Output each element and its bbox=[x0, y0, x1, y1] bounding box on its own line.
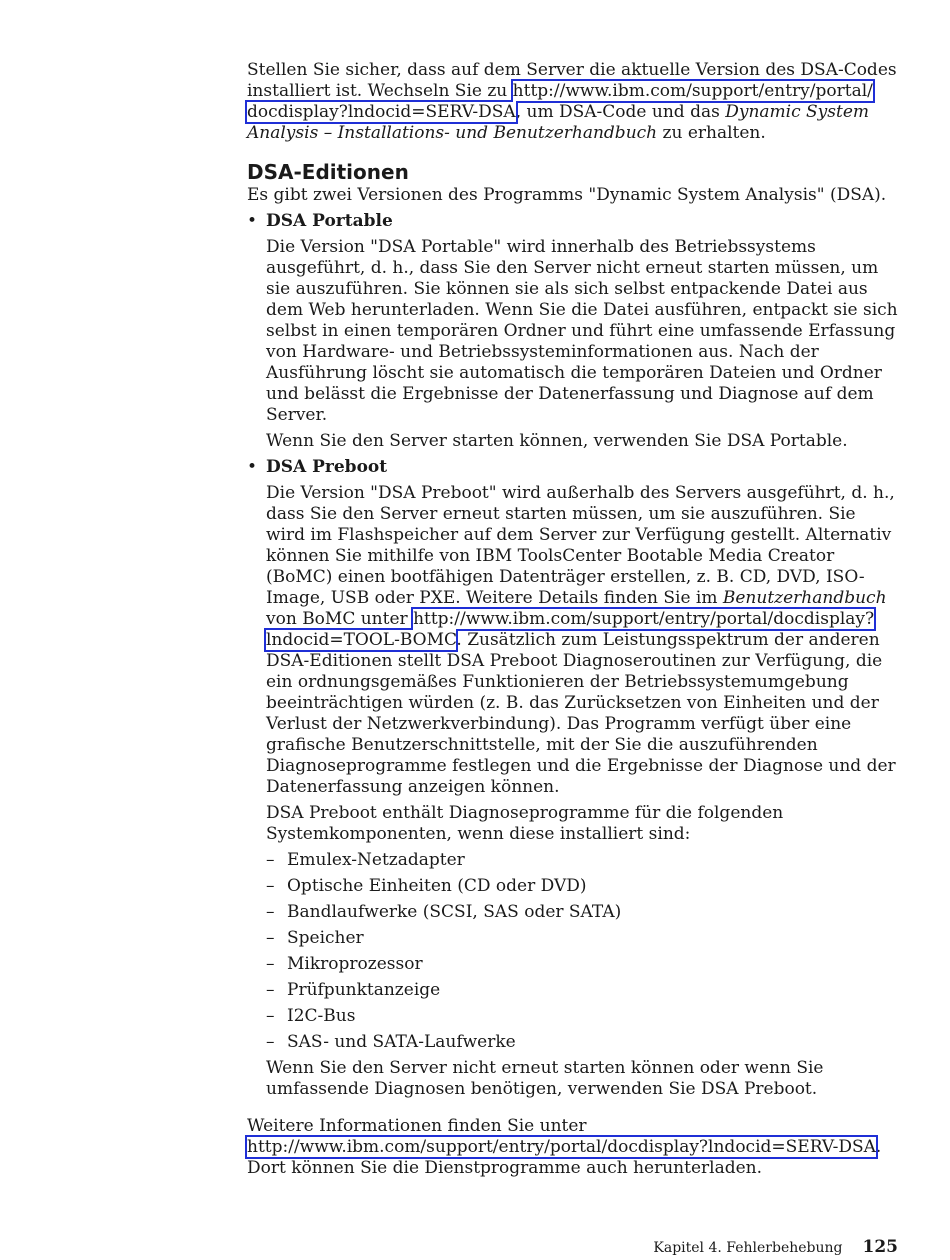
handbook-title: Dynamic System Analysis – Installations- und Benutzerhandbuch bbox=[247, 102, 870, 143]
list-item bbox=[266, 902, 899, 923]
intro-text: Stellen Sie sicher, dass auf dem Server die aktuelle Version des DSA-Codes installiert ist. Wechseln Sie zu bbox=[247, 60, 897, 101]
editions-intro: Es gibt zwei Versionen des Programms "Dynamic System Analysis" (DSA). bbox=[247, 185, 887, 205]
more-info-paragraph bbox=[247, 1116, 899, 1179]
component-label: Optische Einheiten (CD oder DVD) bbox=[287, 876, 587, 896]
intro-text-after-link: , um DSA-Code und das bbox=[515, 102, 726, 122]
edition-portable bbox=[247, 211, 899, 452]
more-info-text: Weitere Informationen finden Sie unter bbox=[247, 1116, 587, 1136]
tool-bomc-link[interactable]: http://www.ibm.com/support/entry/portal/docdisplay?lndocid=TOOL-BOMC bbox=[266, 609, 875, 650]
intro-paragraph bbox=[247, 60, 899, 144]
dash: – bbox=[266, 954, 275, 974]
component-label: Bandlaufwerke (SCSI, SAS oder SATA) bbox=[287, 902, 622, 922]
preboot-desc-text-2: von BoMC unter bbox=[266, 609, 414, 629]
portable-description: Die Version "DSA Portable" wird innerhalb des Betriebssystems ausgeführt, d. h., dass Sie den Server nicht erneut starten müssen, um sie auszuführen. Sie können sie als sich selbst entpackende Datei aus dem Web herunterladen. Wenn Sie die Datei ausführen, entpackt sie sich selbst in einen temporären Ordner und führt eine umfassende Erfassung von Hardware- und Betriebssysteminformationen aus. Nach der Ausführung löscht sie automatisch die temporären Dateien und Ordner und belässt die Ergebnisse der Datenerfassung und Diagnose auf dem Server. bbox=[266, 237, 898, 425]
list-item bbox=[266, 1006, 899, 1027]
list-item bbox=[266, 1032, 899, 1053]
preboot-description bbox=[266, 483, 899, 798]
section-heading: DSA-Editionen bbox=[247, 160, 409, 184]
more-info-text-after: . Dort können Sie die Dienstprogramme auch herunterladen. bbox=[247, 1137, 882, 1178]
list-item bbox=[266, 980, 899, 1001]
component-label: Emulex-Netzadapter bbox=[287, 850, 465, 870]
editions-list bbox=[247, 211, 899, 1100]
portable-usage: Wenn Sie den Server starten können, verwenden Sie DSA Portable. bbox=[266, 431, 848, 451]
chapter-label: Kapitel 4. Fehlerbehebung bbox=[653, 1240, 843, 1256]
bullet: • bbox=[247, 457, 258, 477]
components-intro: DSA Preboot enthält Diagnoseprogramme für die folgenden Systemkomponenten, wenn diese installiert sind: bbox=[266, 803, 784, 844]
edition-preboot bbox=[247, 457, 899, 1100]
page-number: 125 bbox=[862, 1237, 898, 1257]
list-item bbox=[266, 954, 899, 975]
component-label: I2C-Bus bbox=[287, 1006, 356, 1026]
list-item bbox=[266, 876, 899, 897]
component-label: SAS- und SATA-Laufwerke bbox=[287, 1032, 516, 1052]
page-footer bbox=[653, 1237, 898, 1258]
dash: – bbox=[266, 928, 275, 948]
preboot-usage: Wenn Sie den Server nicht erneut starten können oder wenn Sie umfassende Diagnosen benötigen, verwenden Sie DSA Preboot. bbox=[266, 1058, 824, 1099]
dash: – bbox=[266, 980, 275, 1000]
component-label: Speicher bbox=[287, 928, 364, 948]
benutzerhandbuch-title: Benutzerhandbuch bbox=[722, 588, 887, 608]
edition-title-preboot: DSA Preboot bbox=[266, 457, 388, 477]
dash: – bbox=[266, 1032, 275, 1052]
dash: – bbox=[266, 902, 275, 922]
intro-text-end: zu erhalten. bbox=[657, 123, 766, 143]
list-item bbox=[266, 850, 899, 871]
bullet: • bbox=[247, 211, 258, 231]
dash: – bbox=[266, 1006, 275, 1026]
dash: – bbox=[266, 876, 275, 896]
list-item bbox=[266, 928, 899, 949]
page-content bbox=[247, 60, 899, 1179]
dash: – bbox=[266, 850, 275, 870]
edition-title-portable: DSA Portable bbox=[266, 211, 393, 231]
serv-dsa-link[interactable]: http://www.ibm.com/support/entry/portal/​docdisplay?lndocid=SERV-DSA bbox=[247, 81, 873, 122]
more-info-link[interactable]: http://www.ibm.com/support/entry/portal/docdisplay?lndocid=SERV-DSA bbox=[247, 1137, 876, 1157]
component-label: Mikroprozessor bbox=[287, 954, 423, 974]
component-label: Prüfpunktanzeige bbox=[287, 980, 441, 1000]
preboot-desc-text-3: . Zusätzlich zum Leistungsspektrum der anderen DSA-Editionen stellt DSA Preboot Diagnoseroutinen zur Verfügung, die ein ordnungsgemäßes Funktionieren der Betriebssystemumgebung beeinträchtigen würden (z. B. das Zurücksetzen von Einheiten und der Verlust der Netzwerkverbindung). Das Programm verfügt über eine grafische Benutzerschnittstelle, mit der Sie die auszuführenden Diagnoseprogramme festlegen und die Ergebnisse der Diagnose und der Datenerfassung anzeigen können. bbox=[266, 630, 896, 797]
preboot-desc-text: Die Version "DSA Preboot" wird außerhalb des Servers ausgeführt, d. h., dass Sie den Server erneut starten müssen, um sie auszuführen. Sie wird im Flashspeicher auf dem Server zur Verfügung gestellt. Alternativ können Sie mithilfe von IBM ToolsCenter Bootable Media Creator (BoMC) einen bootfähigen Datenträger erstellen, z. B. CD, DVD, ISO-Image, USB oder PXE. Weitere Details finden Sie im bbox=[266, 483, 895, 608]
components-list bbox=[266, 850, 899, 1053]
